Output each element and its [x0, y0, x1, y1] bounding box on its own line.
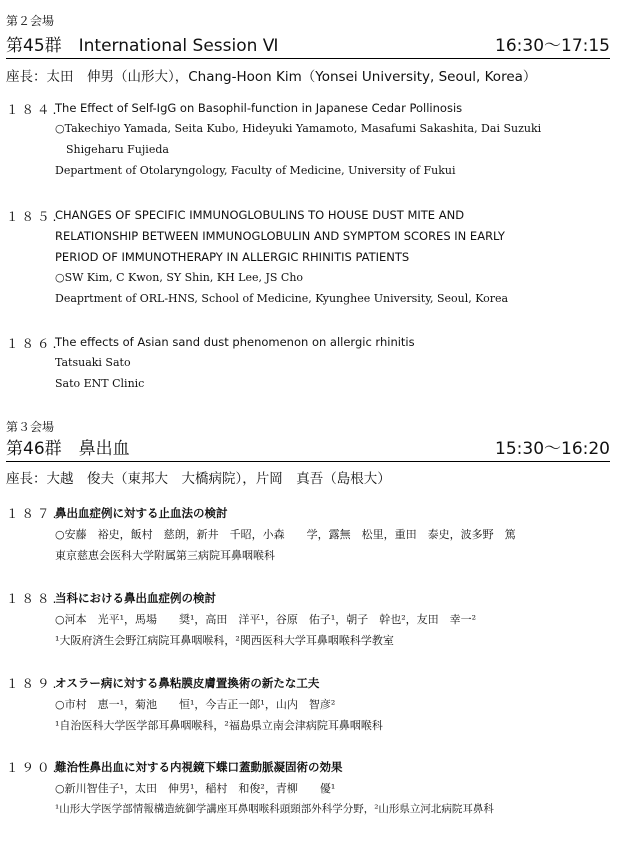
presentation-affiliation: ¹自治医科大学医学部耳鼻咽喉科，²福島県立南会津病院耳鼻咽喉科 [55, 719, 383, 732]
room-label: 第２会場 [6, 14, 55, 28]
session-title: 第45群 International Session Ⅵ [6, 36, 279, 56]
presentation-affiliation: 東京慈恵会医科大学附属第三病院耳鼻咽喉科 [55, 549, 275, 562]
presentation-affiliation: Sato ENT Clinic [55, 377, 145, 390]
session-time: 15:30〜16:20 [495, 439, 610, 459]
session-title: 第46群 鼻出血 [6, 439, 130, 459]
presentation-title: The effects of Asian sand dust phenomenon on allergic rhinitis [55, 335, 415, 349]
presentation-authors: ○安藤 裕史，飯村 慈朗，新井 千昭，小森 学，露無 松里，重田 泰史，波多野 篤 [55, 528, 516, 541]
presentation-number: １８６. [6, 336, 60, 351]
presentation-authors: Shigeharu Fujieda [66, 143, 169, 156]
presentation-title: オスラー病に対する鼻粘膜皮膚置換術の新たな工夫 [55, 676, 320, 690]
session-header [6, 439, 610, 462]
presentation-authors: ○Takechiyo Yamada, Seita Kubo, Hideyuki Yamamoto, Masafumi Sakashita, Dai Suzuki [55, 122, 542, 135]
presentation-authors: ○新川智佳子¹，太田 伸男¹，稲村 和俊²，青柳 優¹ [55, 782, 336, 795]
presentation-title: The Effect of Self-IgG on Basophil-function in Japanese Cedar Pollinosis [55, 101, 463, 115]
presentation-title: 当科における鼻出血症例の検討 [55, 591, 216, 605]
presentation-affiliation: ¹山形大学医学部情報構造統御学講座耳鼻咽喉科頭頸部外科学分野，²山形県立河北病院耳鼻科 [55, 803, 494, 815]
presentation-title: 難治性鼻出血に対する内視鏡下蝶口蓋動脈凝固術の効果 [55, 760, 343, 774]
presentation-title: CHANGES OF SPECIFIC IMMUNOGLOBULINS TO HOUSE DUST MITE AND [55, 208, 465, 222]
session-chair: 座長：太田 伸男（山形大），Chang-Hoon Kim（Yonsei University, Seoul, Korea） [6, 69, 537, 85]
presentation-number: １８７. [6, 506, 60, 521]
presentation-number: １８９. [6, 676, 60, 691]
presentation-authors: Tatsuaki Sato [55, 356, 131, 369]
presentation-number: １８５. [6, 209, 60, 224]
session-chair: 座長：大越 俊夫（東邦大 大橋病院），片岡 真吾（島根大） [6, 471, 391, 487]
presentation-number: １９０. [6, 760, 60, 775]
presentation-number: １８８. [6, 591, 60, 606]
presentation-affiliation: ¹大阪府済生会野江病院耳鼻咽喉科，²関西医科大学耳鼻咽喉科学教室 [55, 634, 394, 647]
presentation-authors: ○SW Kim, C Kwon, SY Shin, KH Lee, JS Cho [55, 271, 304, 284]
session-header [6, 36, 610, 59]
presentation-number: １８４. [6, 102, 60, 117]
session-time: 16:30〜17:15 [495, 36, 610, 56]
presentation-title: RELATIONSHIP BETWEEN IMMUNOGLOBULIN AND SYMPTOM SCORES IN EARLY [55, 229, 505, 243]
presentation-authors: ○市村 恵一¹，菊池 恒¹，今吉正一郎¹，山内 智彦² [55, 698, 336, 711]
presentation-affiliation: Deaprtment of ORL-HNS, School of Medicine, Kyunghee University, Seoul, Korea [55, 292, 509, 305]
presentation-affiliation: Department of Otolaryngology, Faculty of Medicine, University of Fukui [55, 164, 456, 177]
presentation-title: PERIOD OF IMMUNOTHERAPY IN ALLERGIC RHINITIS PATIENTS [55, 250, 410, 264]
presentation-title: 鼻出血症例に対する止血法の検討 [55, 506, 228, 520]
room-label: 第３会場 [6, 420, 55, 434]
presentation-authors: ○河本 光平¹，馬場 奨¹，高田 洋平¹，谷原 佑子¹，朝子 幹也²，友田 幸一² [55, 613, 477, 626]
